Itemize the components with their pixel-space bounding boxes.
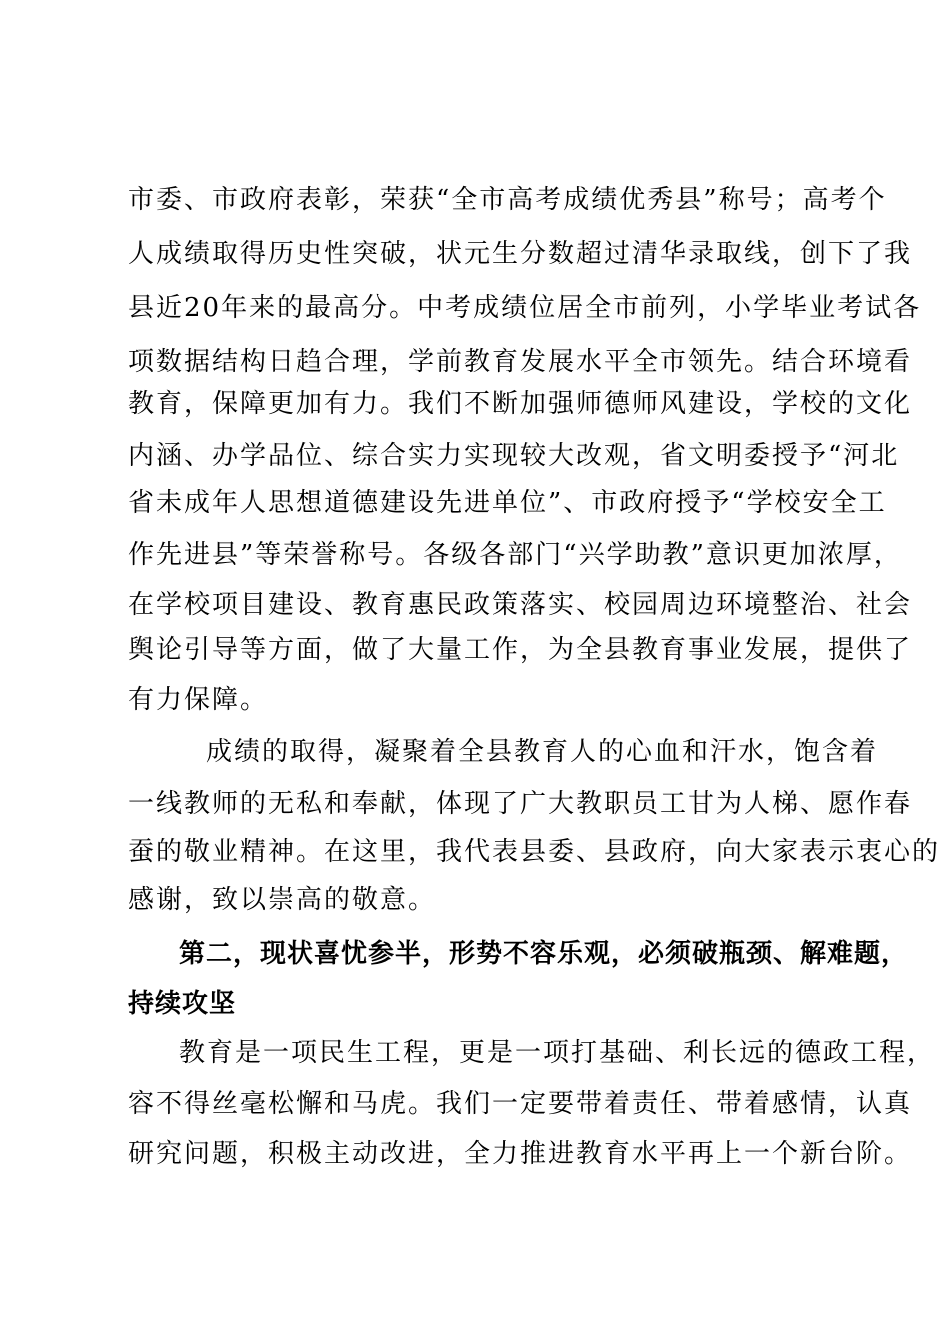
paragraph-indented-line: 成绩的取得，凝聚着全县教育人的心血和汗水，饱含着 — [206, 737, 879, 767]
body-line: 作先进县”等荣誉称号。各级各部门“兴学助教”意识更加浓厚， — [128, 540, 902, 570]
body-line: 人成绩取得历史性突破，状元生分数超过清华录取线，创下了我 — [128, 239, 913, 269]
body-line: 蚕的敬业精神。在这里，我代表县委、县政府，向大家表示衷心的 — [128, 837, 941, 867]
body-line: 县近20年来的最高分。中考成绩位居全市前列，小学毕业考试各 — [128, 293, 922, 323]
paragraph-indented-line: 教育是一项民生工程，更是一项打基础、利长远的德政工程， — [179, 1038, 936, 1068]
body-line: 项数据结构日趋合理，学前教育发展水平全市领先。结合环境看 — [128, 347, 913, 377]
section-heading-line-1: 第二，现状喜忧参半，形势不容乐观，必须破瓶颈、解难题， — [179, 939, 909, 969]
body-line: 有力保障。 — [128, 685, 269, 715]
body-line: 在学校项目建设、教育惠民政策落实、校园周边环境整治、社会 — [128, 590, 913, 620]
body-line: 内涵、办学品位、综合实力实现较大改观，省文明委授予“河北 — [128, 441, 900, 471]
body-line: 舆论引导等方面，做了大量工作，为全县教育事业发展，提供了 — [128, 635, 913, 665]
section-heading-line-2: 持续攻坚 — [128, 989, 237, 1019]
body-line: 感谢，致以崇高的敬意。 — [128, 885, 437, 915]
body-line: 教育，保障更加有力。我们不断加强师德师风建设，学校的文化 — [128, 389, 913, 419]
body-line: 一线教师的无私和奉献，体现了广大教职员工甘为人梯、愿作春 — [128, 789, 913, 819]
body-line: 市委、市政府表彰，荣获“全市高考成绩优秀县”称号；高考个 — [128, 185, 887, 215]
body-line: 容不得丝毫松懈和马虎。我们一定要带着责任、带着感情，认真 — [128, 1089, 913, 1119]
body-line: 省未成年人思想道德建设先进单位”、市政府授予“学校安全工 — [128, 488, 887, 518]
body-line: 研究问题，积极主动改进，全力推进教育水平再上一个新台阶。 — [128, 1139, 913, 1169]
